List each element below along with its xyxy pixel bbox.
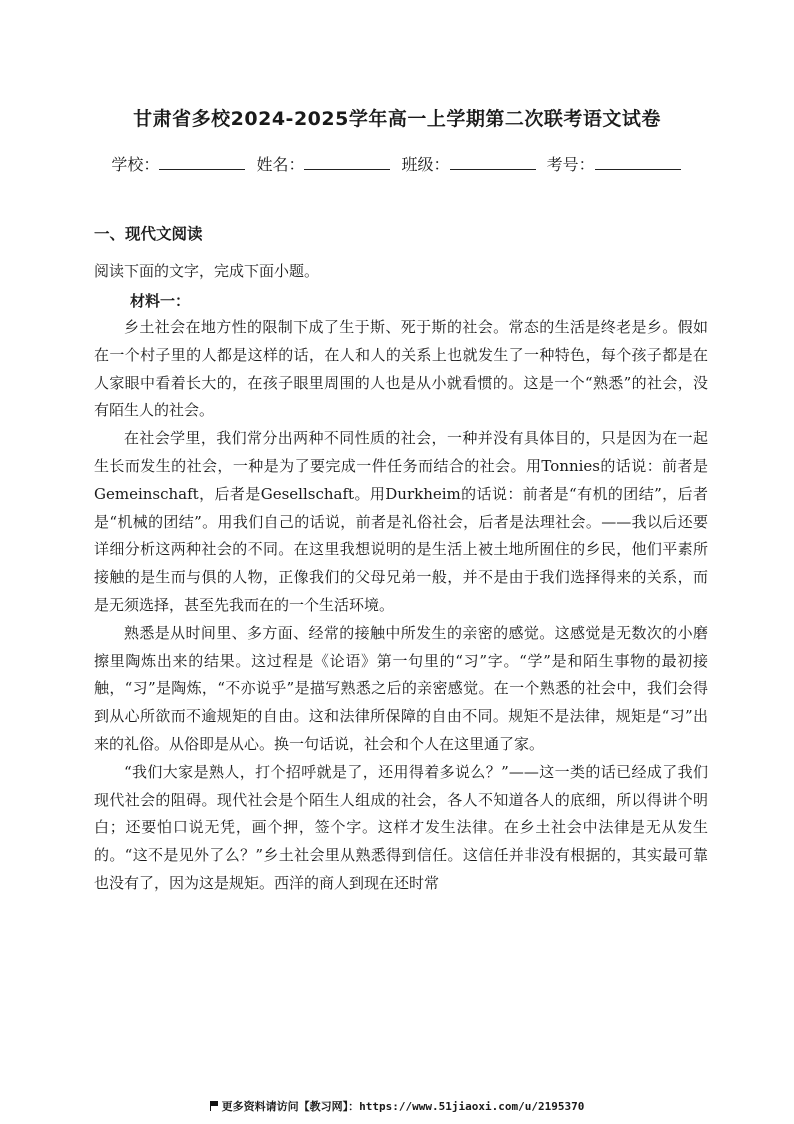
info-field-class — [402, 152, 538, 175]
info-label-name: 姓名： — [256, 155, 305, 174]
exam-number-blank[interactable] — [595, 155, 681, 170]
passage-paragraph: 乡土社会在地方性的限制下成了生于斯、死于斯的社会。常态的生活是终老是乡。假如在一个村子里的人都是这样的话，在人和人的关系上也就发生了一种特色，每个孩子都是在人家眼中看着长大的，在孩子眼里周围的人也是从小就看惯的。这是一个“熟悉”的社会，没有陌生人的社会。 — [94, 318, 708, 420]
school-blank[interactable] — [159, 155, 245, 170]
info-field-school — [111, 152, 247, 175]
info-field-name — [256, 152, 392, 175]
reading-passage — [94, 314, 708, 898]
passage-paragraph: “我们大家是熟人，打个招呼就是了，还用得着多说么？”——这一类的话已经成了我们现代社会的阻碍。现代社会是个陌生人组成的社会，各人不知道各人的底细，所以得讲个明白；还要怕口说无凭，画个押，签个字。这样才发生法律。在乡土社会中法律是无从发生的。“这不是见外了么？”乡土社会里从熟悉得到信任。这信任并非没有根据的，其实最可靠也没有了，因为这是规矩。西洋的商人到现在还时常 — [94, 762, 708, 892]
footer-text: 更多资料请访问【教习网】：https://www.51jiaoxi.com/u/2195370 — [221, 1100, 585, 1113]
info-label-exam-number: 考号： — [546, 155, 595, 174]
info-label-school: 学校： — [111, 155, 160, 174]
class-blank[interactable] — [450, 155, 536, 170]
section-heading: 一、现代文阅读 — [94, 225, 203, 243]
passage-paragraph: 熟悉是从时间里、多方面、经常的接触中所发生的亲密的感觉。这感觉是无数次的小磨擦里陶炼出来的结果。这过程是《论语》第一句里的“习”字。“学”是和陌生事物的最初接触，“习”是陶炼，“不亦说乎”是描写熟悉之后的亲密感觉。在一个熟悉的社会中，我们会得到从心所欲而不逾规矩的自由。这和法律所保障的自由不同。规矩不是法律，规矩是“习”出来的礼俗。从俗即是从心。换一句话说，社会和个人在这里通了家。 — [94, 623, 708, 753]
name-blank[interactable] — [304, 155, 390, 170]
info-field-exam-number — [547, 152, 683, 175]
info-label-class: 班级： — [401, 155, 450, 174]
material-label: 材料一： — [130, 292, 191, 310]
flag-icon — [210, 1101, 219, 1111]
footer-link[interactable] — [0, 1098, 794, 1114]
exam-title: 甘肃省多校2024-2025学年高一上学期第二次联考语文试卷 — [133, 108, 661, 130]
reading-instruction: 阅读下面的文字，完成下面小题。 — [94, 262, 320, 280]
passage-paragraph: 在社会学里，我们常分出两种不同性质的社会，一种并没有具体目的，只是因为在一起生长而发生的社会，一种是为了要完成一件任务而结合的社会。用Tonnies的话说：前者是Gemeinschaft，后者是Gesellschaft。用Durkheim的话说：前者是“有机的团结”，后者是“机械的团结”。用我们自己的话说，前者是礼俗社会，后者是法理社会。——我以后还要详细分析这两种社会的不同。在这里我想说明的是生活上被土地所囿住的乡民，他们平素所接触的是生而与俱的人物，正像我们的父母兄弟一般，并不是由于我们选择得来的关系，而是无须选择，甚至先我而在的一个生活环境。 — [94, 429, 708, 614]
student-info-line — [0, 152, 794, 175]
